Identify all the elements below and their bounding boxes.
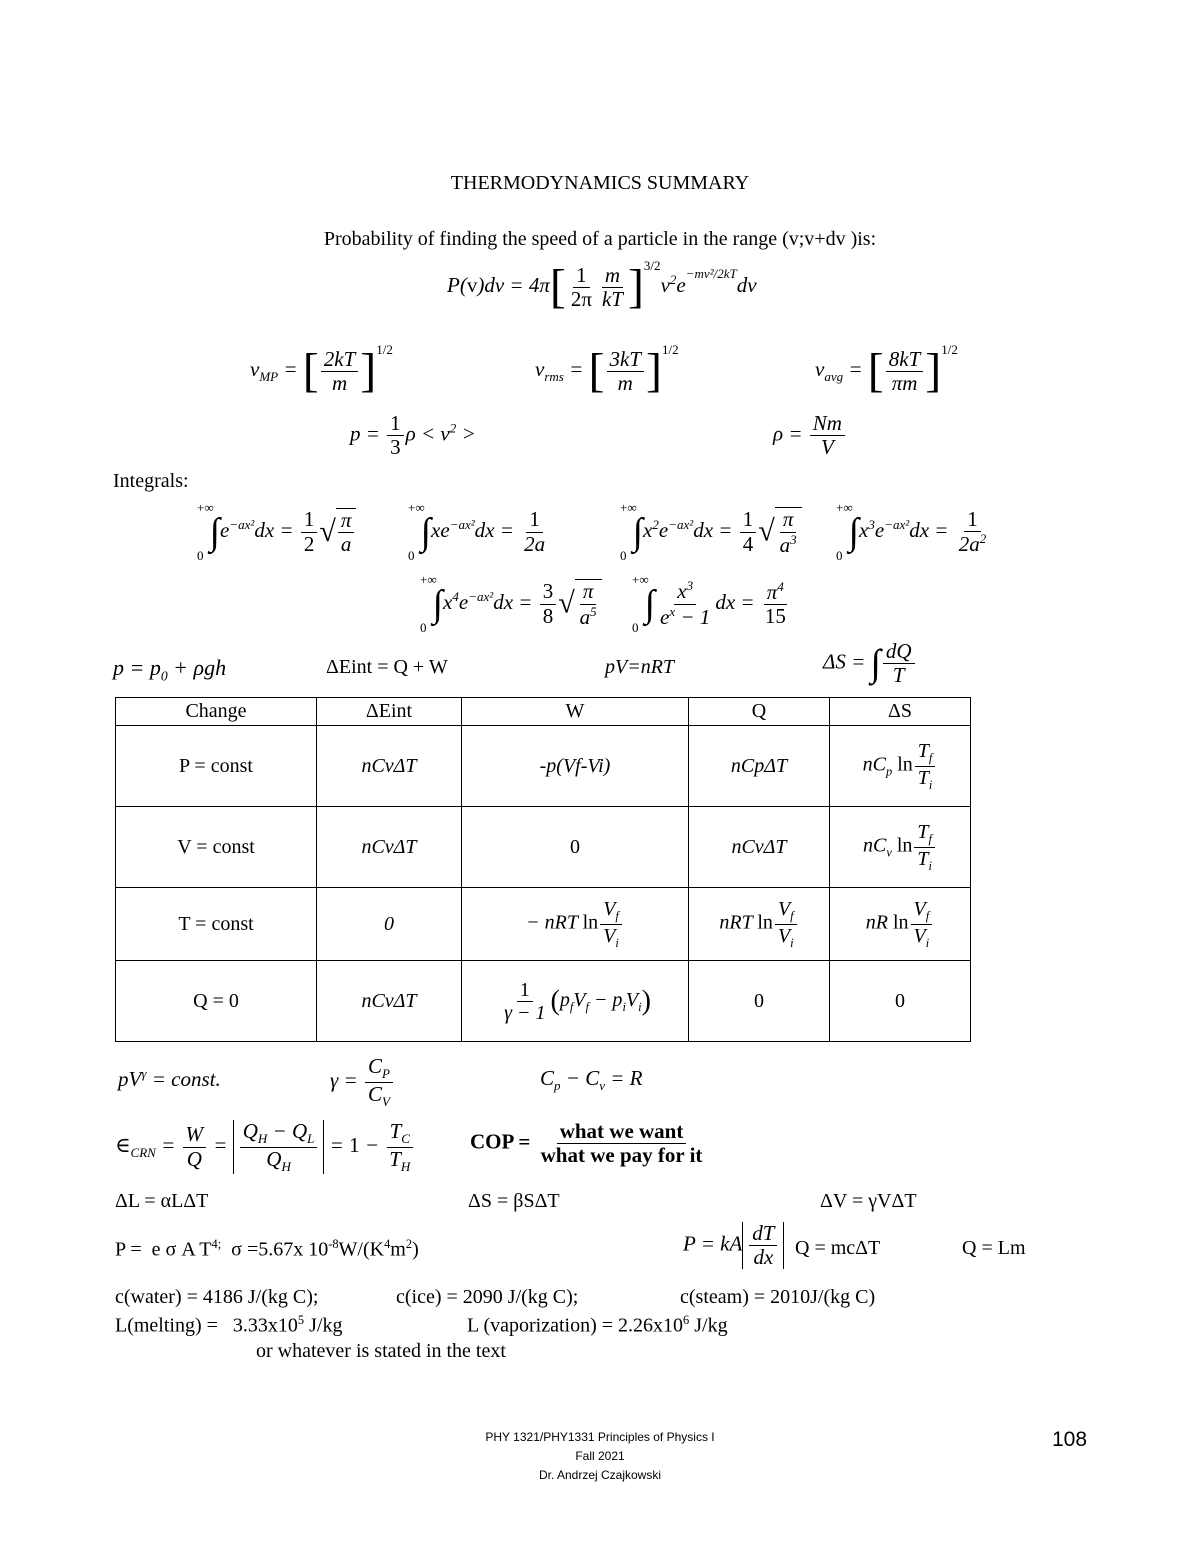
l-vaporization bbox=[467, 1313, 728, 1338]
cell-ds: $nC_p$ ln $\frac{T_f}{T_i}$ bbox=[830, 726, 971, 807]
header-q: Q bbox=[689, 698, 830, 726]
c-ice: c(ice) = 2090 J/(kg C); bbox=[396, 1286, 579, 1308]
table-row bbox=[116, 961, 971, 1042]
cell-w: 0 bbox=[462, 807, 689, 888]
hydrostatic-formula: $p = p_0 + \rho gh$ bbox=[113, 655, 227, 684]
integrals-label: Integrals: bbox=[113, 470, 189, 492]
integral-5: +∞ 0 $\int x^4e^{-ax^2}dx$ = $\frac{3}{8}$ √ $\frac{\pi}{a^5}$ bbox=[420, 572, 602, 636]
footer-author: Dr. Andrzej Czajkowski bbox=[538, 1468, 662, 1482]
cell-eint: 0 bbox=[317, 888, 462, 961]
first-law: ΔEint = Q + W bbox=[326, 656, 448, 678]
cop-formula bbox=[470, 1120, 707, 1167]
maxwell-distribution-formula: P(v)dv = 4π[ $\frac{1}{2\pi}$ $\frac{m}{kT}$ ]$^{3/2}v^2e^{-mv^2/2kT}dv$ bbox=[447, 258, 757, 314]
v-mp-formula: $v_{MP}$ = [ $\frac{2kT}{m}$ ]$^{1/2}$ bbox=[250, 342, 393, 398]
cell-q: nRT ln $\frac{V_f}{V_i}$ bbox=[689, 888, 830, 961]
latent-heat-formula: Q = Lm bbox=[962, 1237, 1026, 1259]
header-eint: ΔEint bbox=[317, 698, 462, 726]
row-label: T = const bbox=[116, 888, 317, 961]
page-number: 108 bbox=[1052, 1428, 1088, 1451]
cell-q: 0 bbox=[689, 961, 830, 1042]
linear-expansion: ΔL = αLΔT bbox=[115, 1190, 209, 1212]
density-formula: ρ = $\frac{Nm}{V}$ bbox=[773, 412, 847, 459]
cell-w: $\frac{1}{\gamma - 1}$ $(p_fV_f - p_iV_i)$ bbox=[462, 961, 689, 1042]
l-melting bbox=[115, 1313, 342, 1338]
c-water: c(water) = 4186 J/(kg C); bbox=[115, 1286, 319, 1308]
cell-eint: nCvΔT bbox=[317, 961, 462, 1042]
table-row bbox=[116, 888, 971, 961]
integral-3: +∞ 0 $\int x^2e^{-ax^2}dx$ = $\frac{1}{4}$ √ $\frac{\pi}{a^3}$ bbox=[620, 500, 802, 564]
header-ds: ΔS bbox=[830, 698, 971, 726]
cell-q: nCvΔT bbox=[689, 807, 830, 888]
conduction-formula: P = kA $\frac{dT}{dx}$ bbox=[683, 1222, 784, 1269]
footer bbox=[0, 1428, 1200, 1485]
row-label: P = const bbox=[116, 726, 317, 807]
page-title: THERMODYNAMICS SUMMARY bbox=[450, 172, 750, 194]
mayer-relation: $C_p - C_v = R$ bbox=[540, 1066, 643, 1094]
header-w: W bbox=[462, 698, 689, 726]
integral-6: +∞ 0 ∫ $\frac{x^3}{e^x - 1}$ dx = $\frac{\pi^4}{15}$ bbox=[632, 572, 786, 635]
ideal-gas-law: pV=nRT bbox=[605, 656, 675, 678]
cop-numerator: what we want bbox=[557, 1120, 687, 1144]
row-label: Q = 0 bbox=[116, 961, 317, 1042]
carnot-efficiency-formula: $\in_{CRN}$ = $\frac{W}{Q}$ = $\frac{Q_H - Q_L}{Q_H}$ = 1 − $\frac{T_C}{T_H}$ bbox=[115, 1120, 415, 1174]
radiation-formula: P = e σ A $T^{4;}$ σ =5.67x $10^{-8}W/(K^4m^2)$ bbox=[115, 1237, 419, 1261]
adiabatic-formula: $pV^\gamma$ = const. bbox=[118, 1066, 221, 1091]
gamma-formula: γ = $\frac{C_P}{C_V}$ bbox=[330, 1055, 395, 1109]
cell-w: -p(Vf-Vi) bbox=[462, 726, 689, 807]
l-vap-exp: 6 bbox=[683, 1313, 690, 1327]
probability-text: Probability of finding the speed of a particle in the range (v;v+dv )is: bbox=[323, 228, 877, 250]
integral-1: +∞ 0 $\int e^{-ax^2}dx$ = $\frac{1}{2}$ √ $\frac{\pi}{a}$ bbox=[197, 500, 356, 564]
cell-w: − nRT ln $\frac{V_f}{V_i}$ bbox=[462, 888, 689, 961]
area-expansion: ΔS = βSΔT bbox=[468, 1190, 560, 1212]
v-rms-formula: $v_{rms}$ = [ $\frac{3kT}{m}$ ]$^{1/2}$ bbox=[535, 342, 679, 398]
entropy-formula: ΔS = ∫ $\frac{dQ}{T}$ bbox=[823, 640, 917, 687]
v-avg-formula: $v_{avg}$ = [ $\frac{8kT}{\pi m}$ ]$^{1/2}$ bbox=[815, 342, 958, 398]
table-row bbox=[116, 726, 971, 807]
process-table bbox=[115, 697, 971, 1042]
cop-label: COP = bbox=[470, 1129, 531, 1154]
cell-eint: nCvΔT bbox=[317, 726, 462, 807]
footer-term: Fall 2021 bbox=[575, 1449, 625, 1463]
cop-denominator: what we pay for it bbox=[540, 1143, 703, 1168]
cell-eint: nCvΔT bbox=[317, 807, 462, 888]
cell-q: nCpΔT bbox=[689, 726, 830, 807]
cell-ds: $nC_v$ ln $\frac{T_f}{T_i}$ bbox=[830, 807, 971, 888]
row-label: V = const bbox=[116, 807, 317, 888]
l-melting-exp: 5 bbox=[297, 1313, 305, 1327]
c-steam: c(steam) = 2010J/(kg C) bbox=[680, 1286, 876, 1308]
l-melting-value: 3.33x10 bbox=[232, 1314, 298, 1337]
volume-expansion: ΔV = γVΔT bbox=[820, 1190, 917, 1212]
l-melting-unit: J/kg bbox=[304, 1314, 343, 1337]
cell-ds: 0 bbox=[830, 961, 971, 1042]
kinetic-pressure-formula: p = $\frac{1}{3}$ $\rho < v^2$ > bbox=[350, 411, 476, 460]
constants-note: or whatever is stated in the text bbox=[256, 1340, 506, 1362]
heat-mc-formula: Q = mcΔT bbox=[795, 1237, 881, 1259]
integral-2: +∞ 0 $\int xe^{-ax^2}dx$ = $\frac{1}{2a}$ bbox=[408, 500, 546, 563]
header-change: Change bbox=[116, 698, 317, 726]
l-vap-unit: J/kg bbox=[689, 1314, 728, 1337]
l-melting-label: L(melting) = bbox=[115, 1314, 218, 1337]
l-vap-label: L (vaporization) = 2.26x10 bbox=[467, 1314, 684, 1337]
cell-ds: nR ln $\frac{V_f}{V_i}$ bbox=[830, 888, 971, 961]
footer-course: PHY 1321/PHY1331 Principles of Physics I bbox=[485, 1430, 715, 1444]
table-row bbox=[116, 807, 971, 888]
integral-4: +∞ 0 $\int x^3e^{-ax^2}dx$ = $\frac{1}{2a^2}$ bbox=[836, 500, 987, 563]
